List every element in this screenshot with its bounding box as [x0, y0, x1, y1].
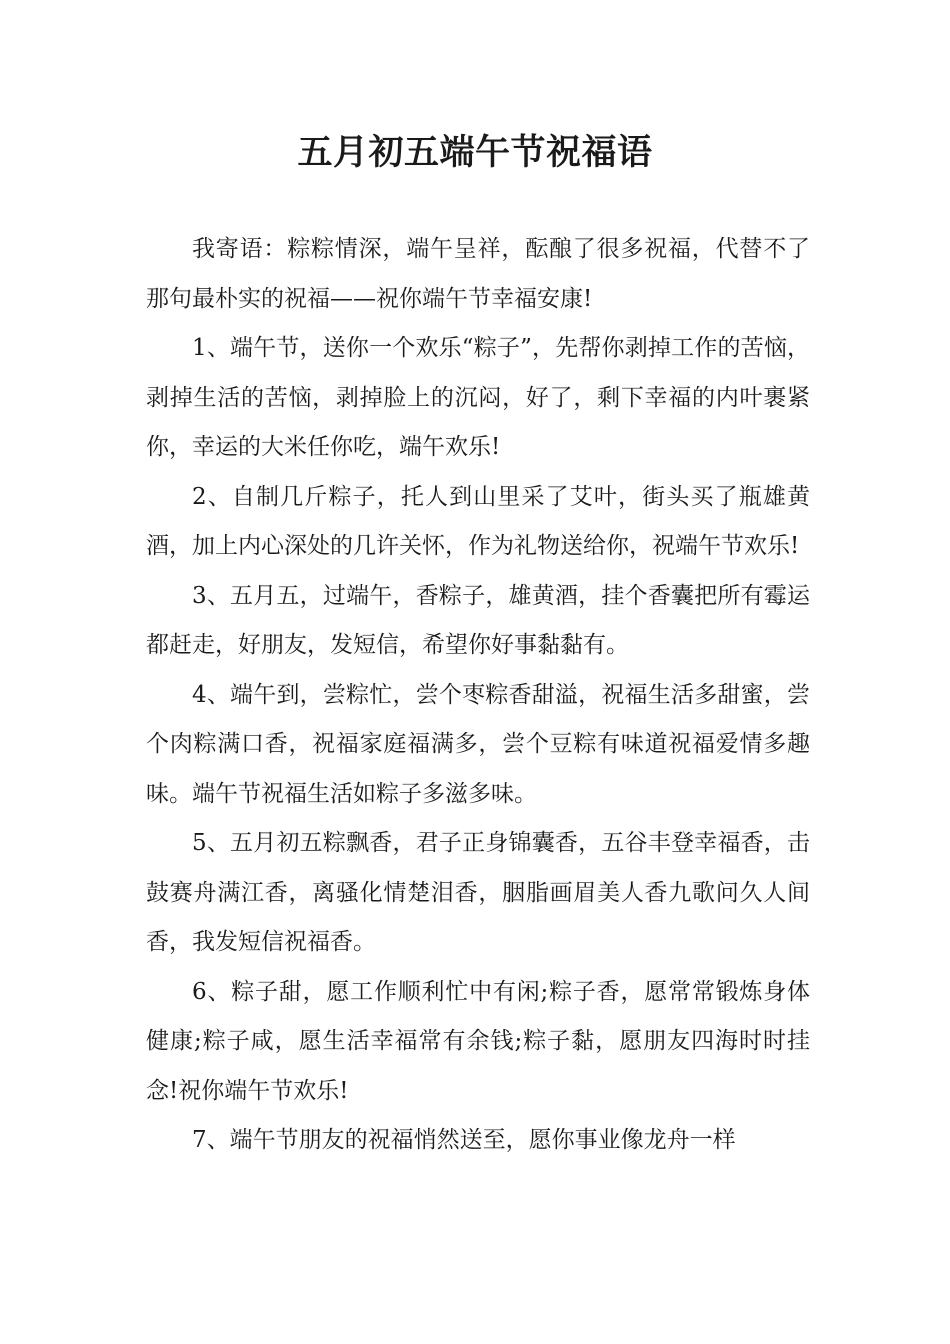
intro-paragraph: 我寄语：粽粽情深，端午呈祥，酝酿了很多祝福，代替不了那句最朴实的祝福——祝你端午节幸福安康!	[146, 236, 810, 312]
blessing-paragraph-7: 7、端午节朋友的祝福悄然送至，愿你事业像龙舟一样	[192, 1127, 736, 1153]
blessing-paragraph-3: 3、五月五，过端午，香粽子，雄黄酒，挂个香囊把所有霉运都赶走，好朋友，发短信，希望你好事黏黏有。	[146, 582, 810, 658]
blessing-paragraph-1: 1、端午节，送你一个欢乐“粽子”，先帮你剥掉工作的苦恼，剥掉生活的苦恼，剥掉脸上的沉闷，好了，剩下幸福的内叶裹紧你，幸运的大米任你吃，端午欢乐!	[146, 335, 810, 460]
blessing-paragraph-4: 4、端午到，尝粽忙，尝个枣粽香甜溢，祝福生活多甜蜜，尝个肉粽满口香，祝福家庭福满多，尝个豆粽有味道祝福爱情多趣味。端午节祝福生活如粽子多滋多味。	[146, 681, 810, 807]
document-body	[146, 225, 810, 1166]
document-title: 五月初五端午节祝福语	[297, 133, 653, 173]
blessing-paragraph-6: 6、粽子甜，愿工作顺利忙中有闲;粽子香，愿常常锻炼身体健康;粽子咸，愿生活幸福常有余钱;粽子黏，愿朋友四海时时挂念!祝你端午节欢乐!	[146, 978, 810, 1104]
blessing-paragraph-2: 2、自制几斤粽子，托人到山里采了艾叶，街头买了瓶雄黄酒，加上内心深处的几许关怀，作为礼物送给你，祝端午节欢乐!	[146, 483, 810, 559]
blessing-paragraph-5: 5、五月初五粽飘香，君子正身锦囊香，五谷丰登幸福香，击鼓赛舟满江香，离骚化情楚泪香，胭脂画眉美人香九歌问久人间香，我发短信祝福香。	[146, 830, 810, 955]
